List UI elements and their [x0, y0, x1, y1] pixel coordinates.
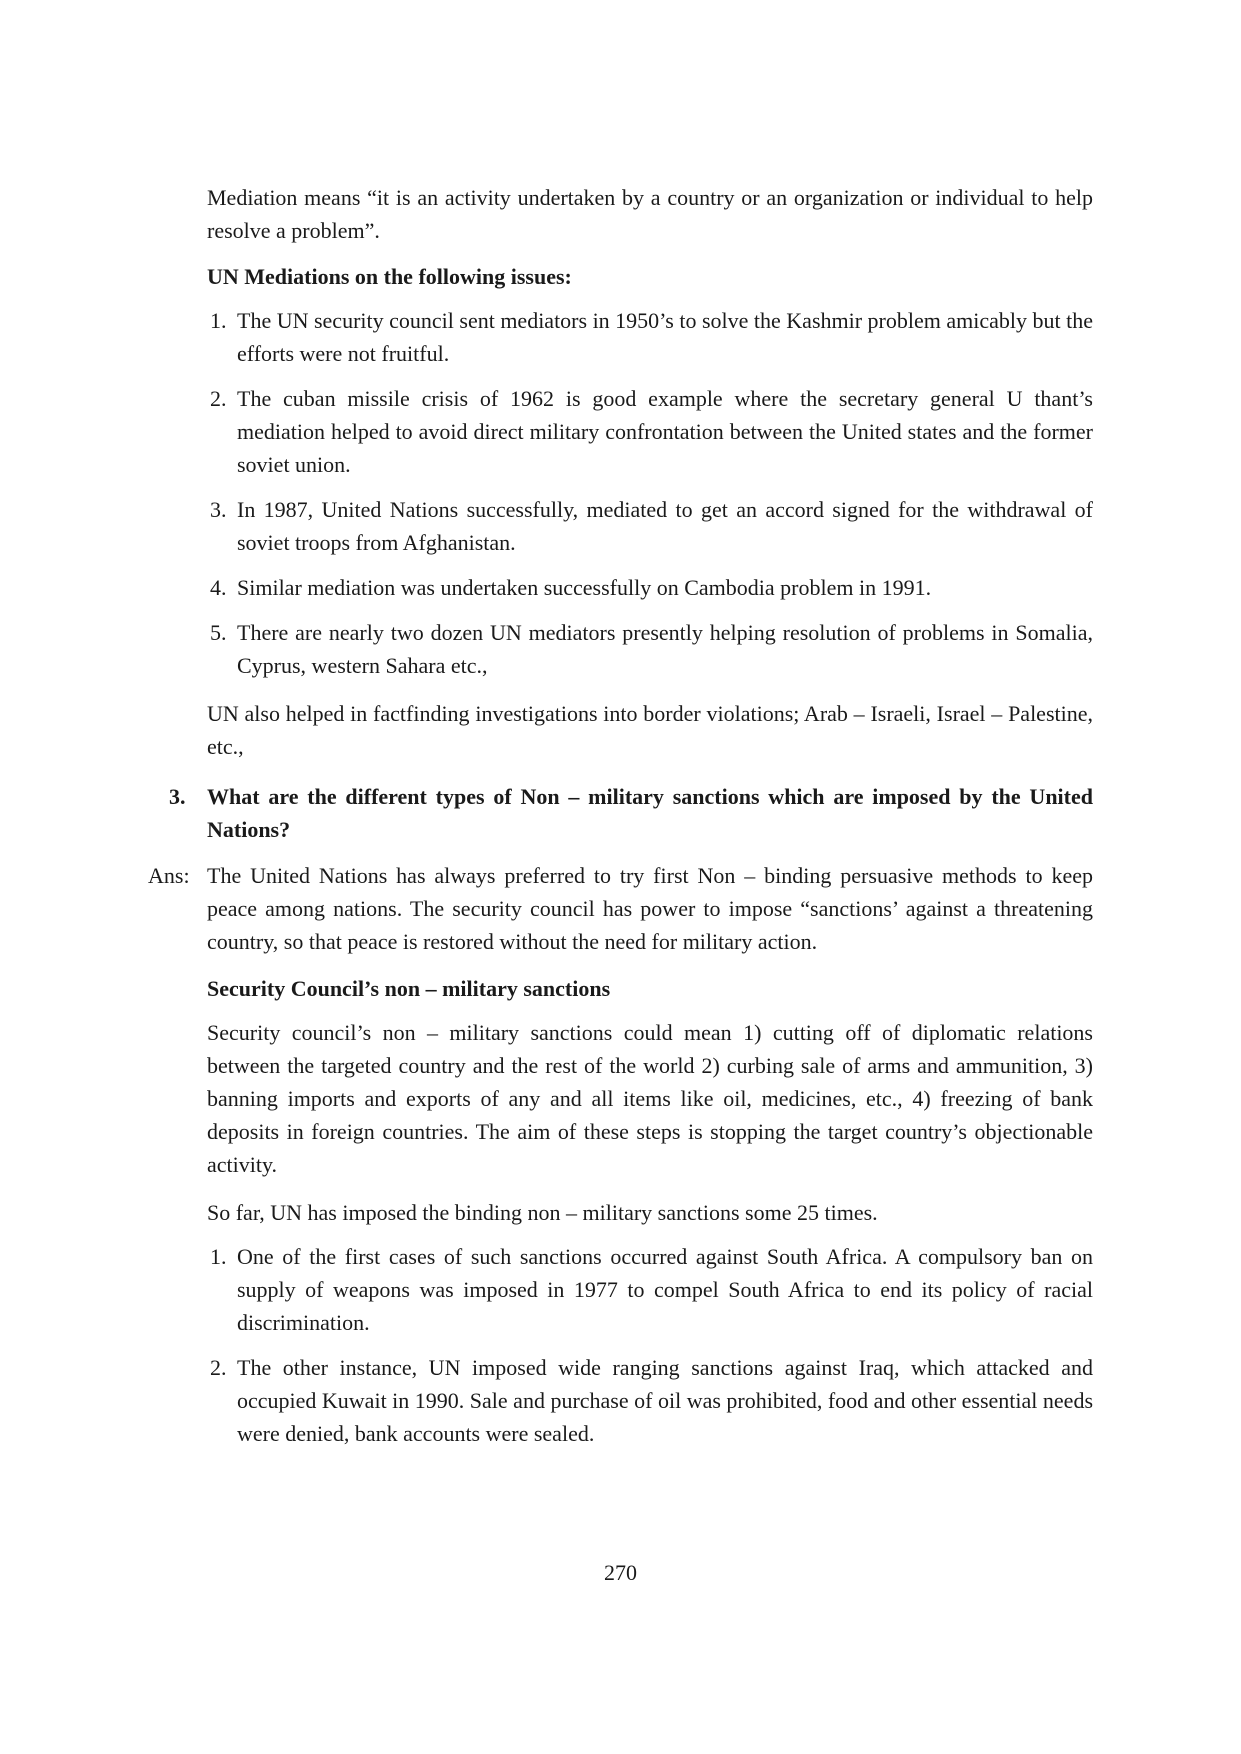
sanctions-list — [207, 1240, 1093, 1462]
list-item — [207, 1351, 1093, 1450]
page-number: 270 — [604, 1560, 637, 1585]
list-item-text: There are nearly two dozen UN mediators presently helping resolution of problems in Somalia, Cyprus, western Sahara etc., — [237, 620, 1093, 678]
list-item — [207, 571, 1093, 604]
list-item-text: In 1987, United Nations successfully, mediated to get an accord signed for the withdrawal of soviet troops from Afghanistan. — [237, 497, 1093, 555]
list-item-number: 2. — [210, 1355, 227, 1380]
list-item — [207, 1240, 1093, 1339]
question-3 — [169, 780, 1093, 846]
list-item — [207, 382, 1093, 481]
list-item-number: 1. — [210, 308, 227, 333]
question-text: What are the different types of Non – military sanctions which are imposed by the United Nations? — [207, 784, 1093, 842]
list-item-number: 3. — [210, 497, 227, 522]
sanctions-paragraph: Security council’s non – military sanctions could mean 1) cutting off of diplomatic relations between the targeted country and the rest of the world 2) curbing sale of arms and ammunition, 3) banning imports and exports of any and all items like oil, medicines, etc., 4) freezing of bank deposits in foreign countries. The aim of these steps is stopping the target country’s objectionable activity. — [207, 1020, 1093, 1177]
list-item-text: Similar mediation was undertaken successfully on Cambodia problem in 1991. — [237, 575, 932, 600]
mediations-heading: UN Mediations on the following issues: — [207, 264, 572, 289]
mediations-closing: UN also helped in factfinding investigations into border violations; Arab – Israeli, Israel – Palestine, etc., — [207, 701, 1093, 759]
list-item-number: 2. — [210, 386, 227, 411]
mediations-list — [207, 304, 1093, 694]
list-item-text: The other instance, UN imposed wide ranging sanctions against Iraq, which attacked and occupied Kuwait in 1990. Sale and purchase of oil was prohibited, food and other essential needs were denied, bank accounts were sealed. — [237, 1355, 1093, 1446]
answer-text: The United Nations has always preferred to try first Non – binding persuasive methods to keep peace among nations. The security council has power to impose “sanctions’ against a threatening country, so that peace is restored without the need for military action. — [207, 863, 1093, 954]
list-item-text: The UN security council sent mediators in 1950’s to solve the Kashmir problem amicably but the efforts were not fruitful. — [237, 308, 1093, 366]
list-item-text: One of the first cases of such sanctions occurred against South Africa. A compulsory ban on supply of weapons was imposed in 1977 to compel South Africa to end its policy of racial discrimination. — [237, 1244, 1093, 1335]
sanctions-heading: Security Council’s non – military sanctions — [207, 976, 611, 1001]
question-number: 3. — [169, 784, 186, 809]
list-item — [207, 616, 1093, 682]
list-item — [207, 493, 1093, 559]
list-item-number: 4. — [210, 575, 227, 600]
list-item-text: The cuban missile crisis of 1962 is good example where the secretary general U thant’s mediation helped to avoid direct military confrontation between the United states and the former soviet union. — [237, 386, 1093, 477]
list-item — [207, 304, 1093, 370]
answer-label: Ans: — [148, 863, 190, 888]
list-item-number: 5. — [210, 620, 227, 645]
sanctions-count-note: So far, UN has imposed the binding non – military sanctions some 25 times. — [207, 1200, 878, 1225]
list-item-number: 1. — [210, 1244, 227, 1269]
answer — [148, 859, 1093, 958]
mediation-definition: Mediation means “it is an activity undertaken by a country or an organization or individual to help resolve a problem”. — [207, 185, 1093, 243]
